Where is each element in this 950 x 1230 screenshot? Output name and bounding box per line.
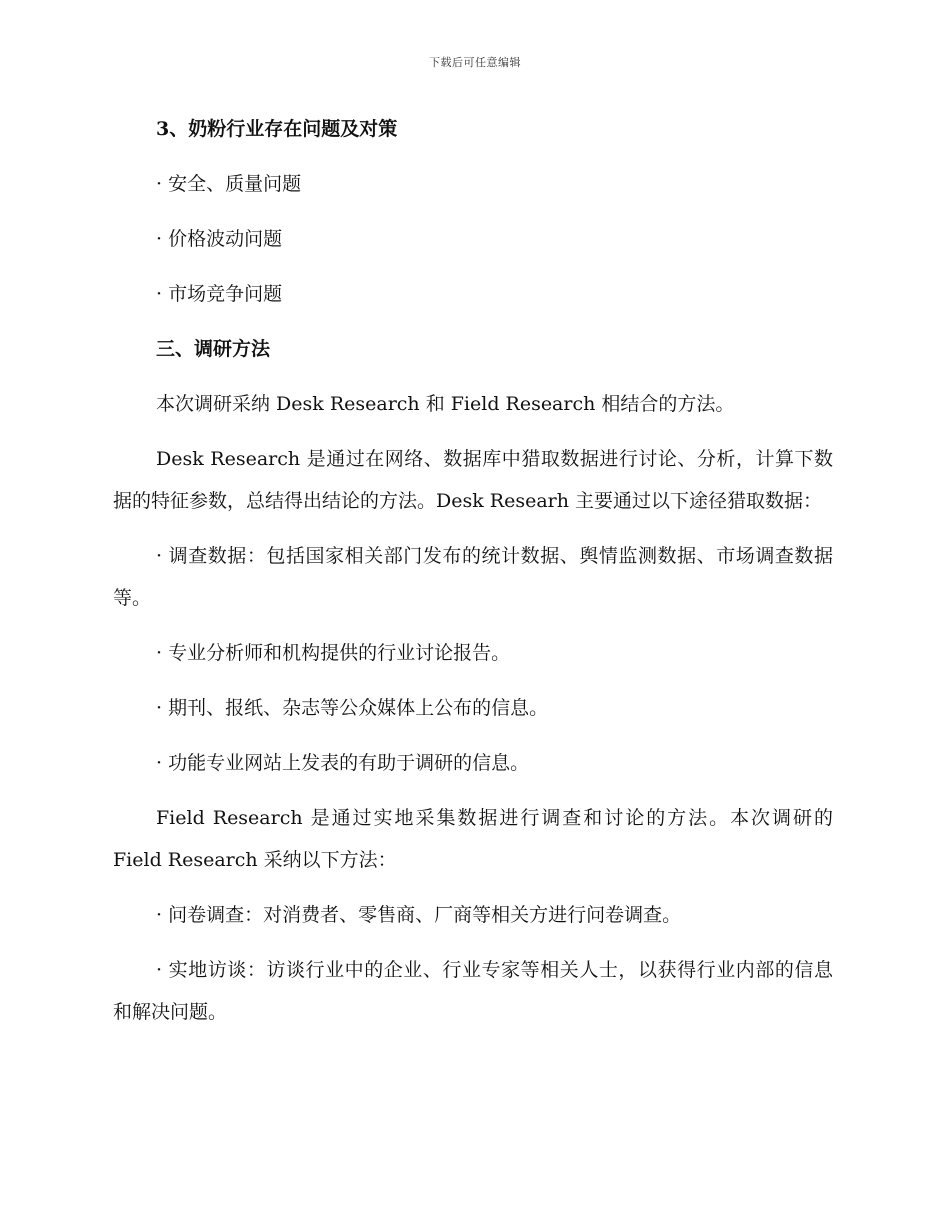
list-item: · 期刊、报纸、杂志等公众媒体上公布的信息。 bbox=[156, 697, 549, 719]
list-item: · 专业分析师和机构提供的行业讨论报告。 bbox=[156, 642, 511, 664]
section-heading-problems: 3、奶粉行业存在问题及对策 bbox=[156, 118, 398, 140]
header-note: 下载后可任意编辑 bbox=[429, 56, 521, 69]
desk-research-paragraph: Desk Research 是通过在网络、数据库中猎取数据进行讨论、分析，计算下数据的特征参数，总结得出结论的方法。Desk Researh 主要通过以下途径猎取数据： bbox=[113, 448, 833, 512]
field-research-paragraph: Field Research 是通过实地采集数据进行调查和讨论的方法。本次调研的 Field Research 采纳以下方法： bbox=[113, 807, 833, 871]
list-item: · 问卷调查：对消费者、零售商、厂商等相关方进行问卷调查。 bbox=[156, 904, 682, 926]
list-item: · 市场竞争问题 bbox=[156, 283, 283, 305]
section-heading-method: 三、调研方法 bbox=[156, 338, 271, 360]
document-body bbox=[113, 108, 833, 1046]
method-intro-paragraph: 本次调研采纳 Desk Research 和 Field Research 相结合的方法。 bbox=[156, 393, 735, 415]
list-item: · 功能专业网站上发表的有助于调研的信息。 bbox=[156, 752, 530, 774]
list-item: · 实地访谈：访谈行业中的企业、行业专家等相关人士，以获得行业内部的信息和解决问题。 bbox=[113, 959, 833, 1023]
list-item: · 价格波动问题 bbox=[156, 228, 283, 250]
list-item: · 安全、质量问题 bbox=[156, 173, 302, 195]
list-item: · 调查数据：包括国家相关部门发布的统计数据、舆情监测数据、市场调查数据等。 bbox=[113, 545, 833, 609]
